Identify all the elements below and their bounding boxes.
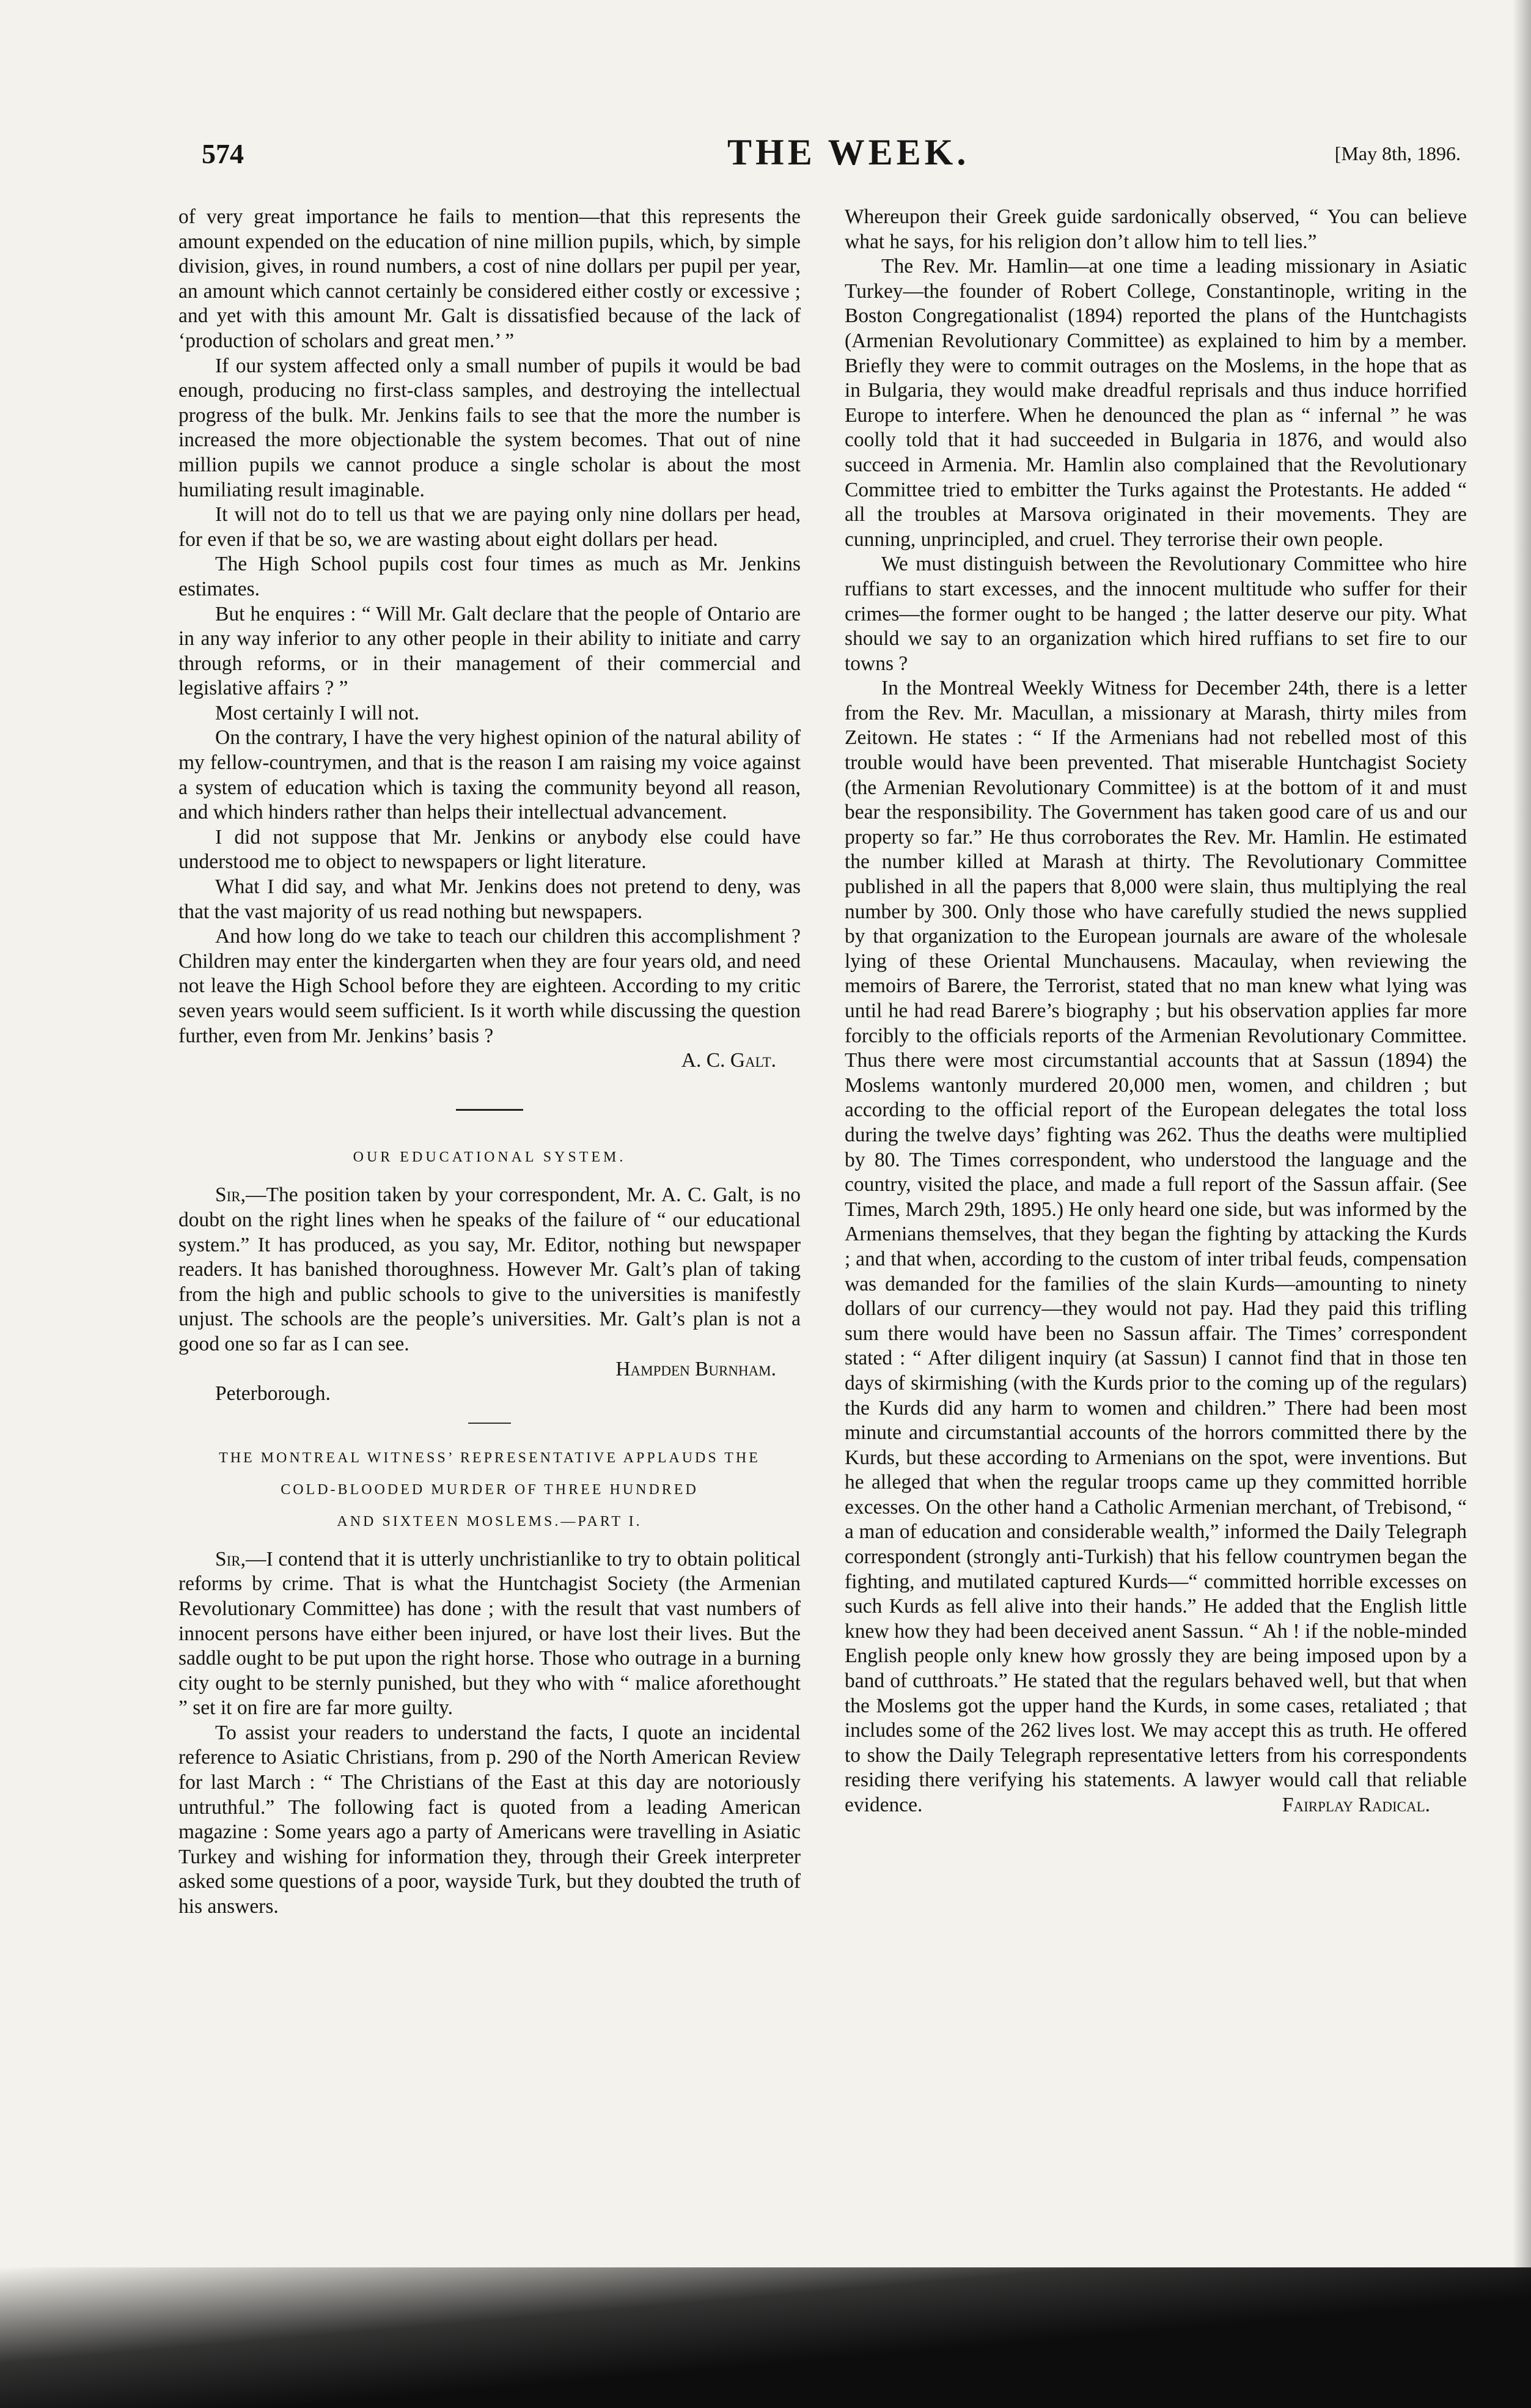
heading-line: THE MONTREAL WITNESS’ REPRESENTATIVE APPLAUDS THE	[219, 1449, 760, 1466]
article-heading	[178, 1442, 801, 1537]
right-column	[845, 205, 1467, 1818]
letter-fairplay-part1	[178, 1442, 801, 1920]
issue-date: [May 8th, 1896.	[1334, 142, 1461, 164]
paragraph: To assist your readers to understand the facts, I quote an incidental reference to Asiatic Christians, from p. 290 of the North American Review for last March : “ The Christians of the East at this day are notoriously untruthful.” The following fact is quoted from a leading American magazine : Some years ago a party of Americans were travelling in Asiatic Turkey and wishing for information they, through their Greek interpreter asked some questions of a poor, wayside Turk, but they doubted the truth of his answers.	[178, 1721, 801, 1918]
salutation: Sir,	[215, 1547, 246, 1570]
paragraph: If our system affected only a small number of pupils it would be bad enough, producing no first-class samples, and destroying the intellectual progress of the bulk. Mr. Jenkins fails to see that the more the number is increased the more objectionable the system becomes. That out of nine million pupils we cannot produce a single scholar is about the most humiliating result imaginable.	[178, 354, 801, 501]
paragraph: In the Montreal Weekly Witness for December 24th, there is a letter from the Rev. Mr. Macullan, a missionary at Marash, thirty miles from Zeitown. He states : “ If the Armenians had not rebelled most of this trouble would have been prevented. That miserable Huntchagist Society (the Armenian Revolutionary Committee) is at the bottom of it and must bear the responsibility. The Government has taken good care of us and our property so far.” He thus corroborates the Rev. Mr. Hamlin. He estimated the number killed at Marash at thirty. The Revolutionary Committee published in all the papers that 8,000 were slain, thus multiplying the real number by 300. Only those who have carefully studied the news supplied by that organization to the European journals are aware of the wholesale lying of these Oriental Munchausens. Macaulay, when reviewing the memoirs of Barere, the Terrorist, stated that no man knew what lying was until he had read Barere’s biography ; but his observation applies far more forcibly to the officials reports of the Armenian Revolutionary Committee. Thus there were most circumstantial accounts that at Sassun (1894) the Moslems wantonly murdered 20,000 men, women, and children ; but according to the official report of the European delegates the total loss during the twelve days’ fighting was 262. Thus the deaths were multiplied by 80. The Times correspondent, who understood the language and the country, visited the place, and made a full report of the Sassun affair. (See Times, March 29th, 1895.) He only heard one side, but was informed by the Armenians themselves, that they began the fighting by attacking the Kurds ; and that when, according to the custom of inter tribal feuds, compensation was demanded for the families of the slain Kurds—amounting to ninety dollars of our currency—they would not pay. Had they paid this trifling sum there would have been no Sassun affair. The Times’ correspondent stated : “ After diligent inquiry (at Sassun) I cannot find that in those ten days of skirmishing (with the Kurds prior to the coming up of the regulars) the Kurds did any harm to women and children.” There had been most minute and circumstantial accounts of the horrors committed there by the Kurds, but these according to Armenians on the spot, were inventions. But he alleged that when the regular troops came up they committed horrible excesses. On the other hand a Catholic Armenian merchant, of Trebisond, “ a man of education and considerable wealth,” informed the Daily Telegraph correspondent (strongly anti-Turkish) that his fellow countrymen began the fighting, and mutilated captured Kurds—“ committed horrible excesses on such Kurds as fell alive into their hands.” He added that the English little knew how they had been deceived anent Sassun. “ Ah ! if the noble-minded English people only knew how grossly they are being imposed upon by a band of cutthroats.” He stated that the regulars behaved well, but that when the Moslems got the upper hand the Kurds, in some cases, retaliated ; that includes some of the 262 lives lost. We may accept this as truth. He offered to show the Daily Telegraph representative letters from his correspondents residing there verifying his statements. A lawyer would call that reliable evidence.	[845, 677, 1467, 1816]
paragraph: And how long do we take to teach our children this accomplishment ? Children may enter the kindergarten when they are four years old, and need not leave the High School before they are eighteen. According to my critic seven years would seem sufficient. Is it worth while discussing the question further, even from Mr. Jenkins’ basis ?	[178, 925, 801, 1047]
paragraph	[178, 1183, 801, 1357]
paragraph-text: —I contend that it is utterly unchristianlike to try to obtain political reforms by crime. That is what the Huntchagist Society (the Armenian Revolutionary Committee) has done ; with the result that vast numbers of innocent persons have either been injured, or have lost their lives. But the saddle ought to be put upon the right horse. Those who outrage in a burning city ought to be sternly punished, but they who with “ malice aforethought ” set it on fire are far more guilty.	[178, 1547, 801, 1720]
paragraph: Most certainly I will not.	[215, 701, 420, 724]
letter-burnham	[178, 1145, 801, 1407]
section-divider	[468, 1423, 511, 1424]
paragraph: Whereupon their Greek guide sardonically observed, “ You can believe what he says, for his religion don’t allow him to tell lies.”	[845, 205, 1467, 253]
paragraph: We must distinguish between the Revolutionary Committee who hire ruffians to start excesses, and the innocent multitude who suffer for their crimes—the former ought to be hanged ; the latter deserve our pity. What should we say to an organization which hired ruffians to set fire to our towns ?	[845, 553, 1467, 675]
left-column	[178, 205, 801, 1920]
paragraph: The High School pupils cost four times as much as Mr. Jenkins estimates.	[178, 553, 801, 600]
letter-galt	[178, 205, 801, 1073]
paragraph: It will not do to tell us that we are paying only nine dollars per head, for even if that be so, we are wasting about eight dollars per head.	[178, 503, 801, 551]
paragraph	[178, 1547, 801, 1721]
signature-burnham: Hampden Burnham.	[615, 1357, 776, 1380]
scan-page-edge	[1513, 0, 1531, 2408]
signature-galt: A. C. Galt.	[681, 1049, 776, 1072]
paragraph: of very great importance he fails to mention—that this represents the amount expended on the education of nine million pupils, which, by simple division, gives, in round numbers, a cost of nine dollars per pupil per year, an amount which cannot certainly be considered either costly or excessive ; and yet with this amount Mr. Galt is dissatisfied because of the lack of ‘production of scholars and great men.’ ”	[178, 205, 801, 352]
paragraph: On the contrary, I have the very highest opinion of the natural ability of my fellow-countrymen, and that is the reason I am raising my voice against a system of education which is taxing the community beyond all reason, and which hinders rather than helps their intellectual advancement.	[178, 726, 801, 824]
journal-title: THE WEEK.	[727, 132, 970, 172]
paragraph: I did not suppose that Mr. Jenkins or anybody else could have understood me to object to newspapers or light literature.	[178, 825, 801, 874]
scan-bottom-shadow	[0, 2267, 1531, 2408]
page-header	[202, 131, 1461, 180]
salutation: Sir,	[215, 1184, 246, 1207]
article-heading: OUR EDUCATIONAL SYSTEM.	[353, 1149, 626, 1165]
section-divider	[456, 1109, 523, 1111]
heading-line: AND SIXTEEN MOSLEMS.—PART I.	[337, 1513, 642, 1530]
heading-line: COLD-BLOODED MURDER OF THREE HUNDRED	[281, 1481, 699, 1498]
paragraph-text: —The position taken by your correspondent, Mr. A. C. Galt, is no doubt on the right lines when he speaks of the failure of “ our educational system.” It has produced, as you say, Mr. Editor, nothing but newspaper readers. It has banished thoroughness. However Mr. Galt’s plan of taking from the high and public schools to give to the universities is manifestly unjust. The schools are the people’s universities. Mr. Galt’s plan is not a good one so far as I can see.	[178, 1184, 801, 1355]
paragraph: The Rev. Mr. Hamlin—at one time a leading missionary in Asiatic Turkey—the founder of Robert College, Constantinople, writing in the Boston Congregationalist (1894) reported the plans of the Huntchagists (Armenian Revolutionary Committee) as explained to him by a member. Briefly they were to commit outrages on the Moslems, in the hope that as in Bulgaria, they would make dreadful reprisals and thus induce horrified Europe to interfere. When he denounced the plan as “ infernal ” he was coolly told that it had succeeded in Bulgaria in 1876, and would also succeed in Armenia. Mr. Hamlin also complained that the Revolutionary Committee tried to embitter the Turks against the Protestants. He added “ all the troubles at Marsova originated in their movements. They are cunning, unprincipled, and cruel. They terrorise their own people.	[845, 255, 1467, 551]
signature-fairplay: Fairplay Radical.	[1282, 1794, 1430, 1816]
place-name: Peterborough.	[215, 1382, 331, 1405]
page-number: 574	[202, 138, 244, 169]
paragraph: But he enquires : “ Will Mr. Galt declare that the people of Ontario are in any way inferior to any other people in their ability to initiate and carry through reforms, or in their management of their commercial and legislative affairs ? ”	[178, 602, 801, 700]
paragraph: What I did say, and what Mr. Jenkins does not pretend to deny, was that the vast majority of us read nothing but newspapers.	[178, 875, 801, 923]
